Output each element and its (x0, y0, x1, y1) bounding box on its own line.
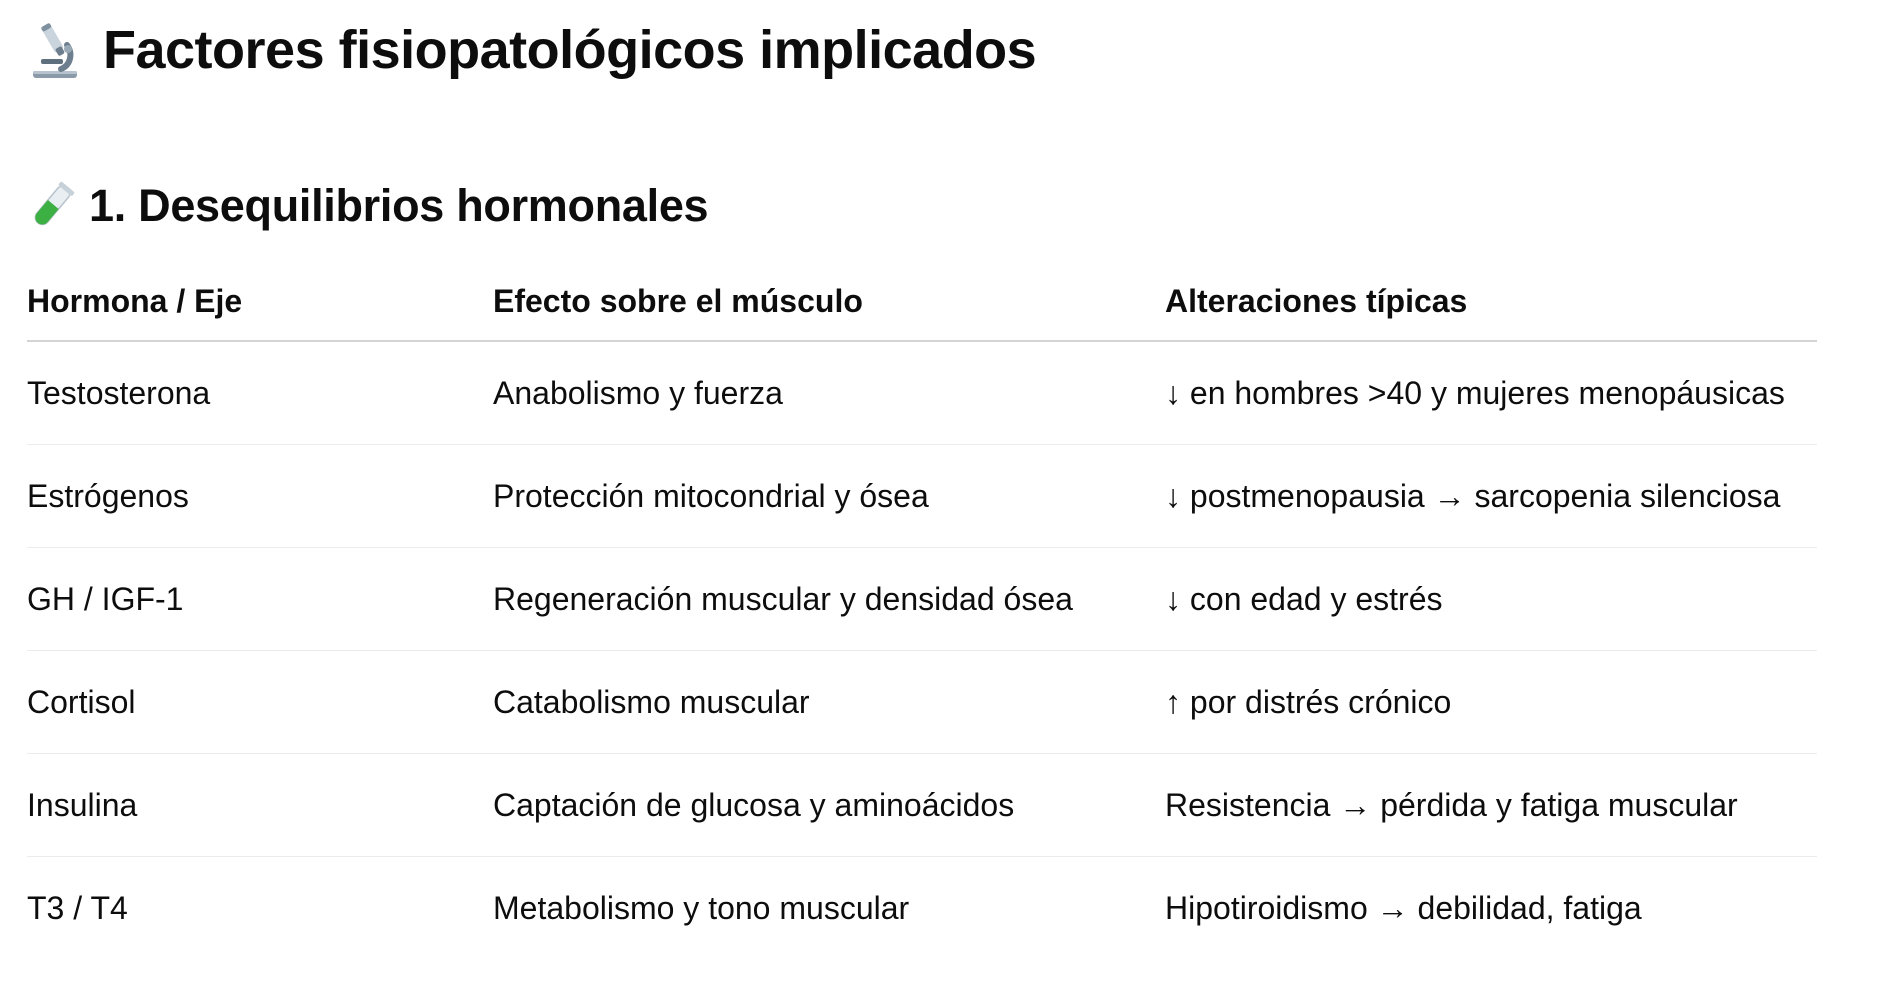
document (27, 0, 1827, 959)
table-header-row (27, 262, 1817, 341)
cell-effect: Captación de glucosa y aminoácidos (493, 754, 1165, 857)
table-row (27, 341, 1817, 445)
table-row (27, 445, 1817, 548)
cell-hormone: GH / IGF-1 (27, 548, 493, 651)
section-heading (27, 176, 1827, 236)
cell-effect: Catabolismo muscular (493, 651, 1165, 754)
page-title (27, 0, 1827, 100)
cell-effect: Protección mitocondrial y ósea (493, 445, 1165, 548)
cell-hormone: T3 / T4 (27, 889, 128, 926)
microscope-icon (27, 19, 85, 81)
page-title-text: Factores fisiopatológicos implicados (103, 20, 1037, 80)
cell-hormone: Insulina (27, 754, 493, 857)
column-header-hormone: Hormona / Eje (27, 262, 493, 341)
column-header-effect: Efecto sobre el músculo (493, 262, 1165, 341)
cell-effect: Anabolismo y fuerza (493, 341, 1165, 445)
cell-effect: Regeneración muscular y densidad ósea (493, 548, 1165, 651)
cell-alterations: ↓ en hombres >40 y mujeres menopáusicas (1165, 341, 1817, 445)
cell-alterations: ↓ postmenopausia → sarcopenia silenciosa (1165, 445, 1817, 548)
section-heading-text: 1. Desequilibrios hormonales (89, 180, 709, 231)
table-row (27, 754, 1817, 857)
cell-alterations: Hipotiroidismo → debilidad, fatiga (1165, 889, 1642, 926)
cell-alterations: ↓ con edad y estrés (1165, 548, 1817, 651)
cell-effect: Metabolismo y tono muscular (493, 889, 910, 926)
table-row (27, 548, 1817, 651)
cell-alterations: Resistencia → pérdida y fatiga muscular (1165, 754, 1817, 857)
table-row (27, 857, 1817, 960)
column-header-alterations: Alteraciones típicas (1165, 262, 1817, 341)
cell-hormone: Cortisol (27, 651, 493, 754)
hormones-table (27, 262, 1817, 959)
table-row (27, 651, 1817, 754)
test-tube-icon (27, 180, 77, 232)
cell-alterations: ↑ por distrés crónico (1165, 651, 1817, 754)
cell-hormone: Testosterona (27, 341, 493, 445)
cell-hormone: Estrógenos (27, 445, 493, 548)
